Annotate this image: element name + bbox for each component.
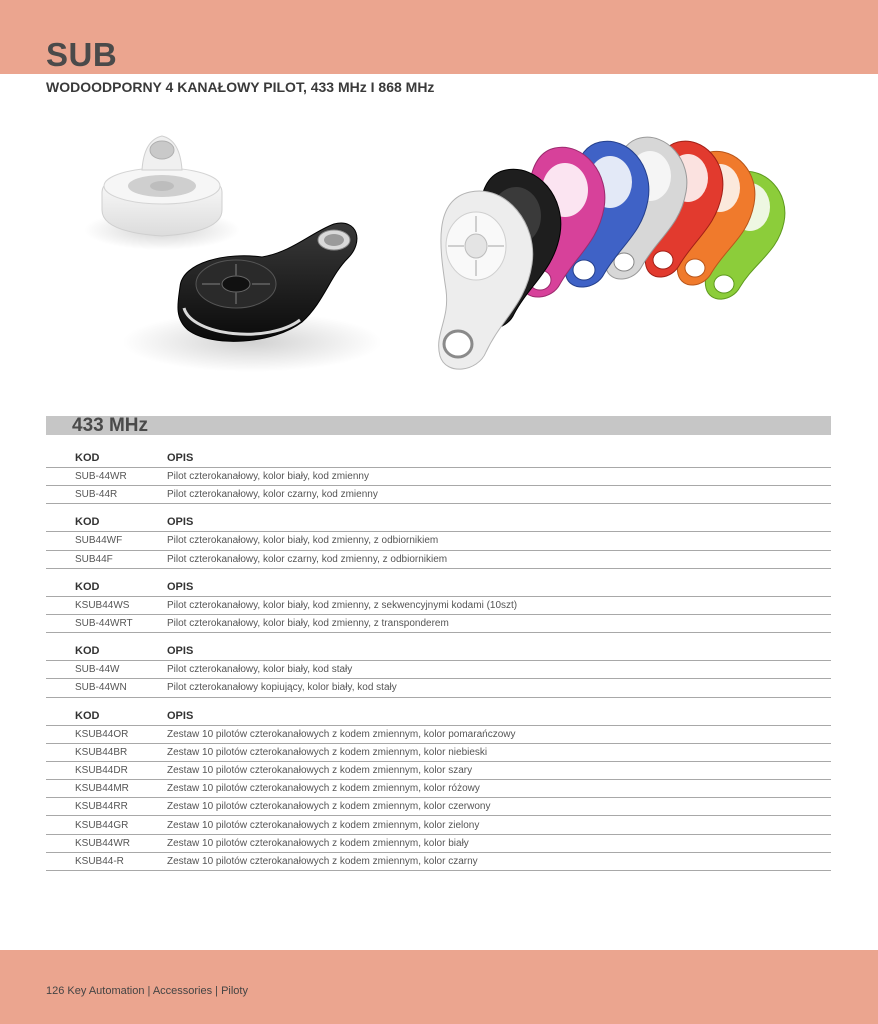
column-header-opis: OPIS — [167, 452, 194, 464]
cell-description: Pilot czterokanałowy, kolor czarny, kod zmienny — [167, 489, 378, 501]
cell-code: SUB-44WRT — [75, 618, 133, 630]
table-header — [46, 449, 831, 468]
table-row — [46, 835, 831, 853]
table-row — [46, 744, 831, 762]
cell-code: KSUB44OR — [75, 728, 129, 740]
cell-description: Zestaw 10 pilotów czterokanałowych z kodem zmiennym, kolor szary — [167, 764, 473, 776]
cell-description: Zestaw 10 pilotów czterokanałowych z kodem zmiennym, kolor zielony — [167, 819, 480, 831]
cell-description: Zestaw 10 pilotów czterokanałowych z kodem zmiennym, kolor niebieski — [167, 746, 488, 758]
table-row — [46, 780, 831, 798]
column-header-kod: KOD — [75, 452, 100, 464]
table-header — [46, 578, 831, 597]
table-group — [46, 449, 831, 504]
cell-code: SUB44WF — [75, 535, 123, 547]
table-row — [46, 615, 831, 633]
cell-description: Pilot czterokanałowy, kolor biały, kod zmienny, z transponderem — [167, 618, 449, 630]
cell-code: SUB-44WR — [75, 471, 127, 483]
cell-code: SUB44F — [75, 553, 113, 565]
white-remote — [84, 136, 240, 250]
cell-code: SUB-44W — [75, 664, 120, 676]
cell-description: Pilot czterokanałowy, kolor biały, kod stały — [167, 664, 353, 676]
cell-description: Pilot czterokanałowy, kolor biały, kod zmienny, z odbiornikiem — [167, 535, 439, 547]
product-table — [46, 449, 831, 880]
column-header-opis: OPIS — [167, 709, 194, 722]
cell-code: KSUB44RR — [75, 801, 128, 813]
table-row — [46, 679, 831, 697]
table-header — [46, 513, 831, 532]
cell-code: SUB-44WN — [75, 682, 127, 694]
column-header-opis: OPIS — [167, 645, 194, 658]
cell-description: Pilot czterokanałowy kopiujący, kolor biały, kod stały — [167, 682, 397, 694]
cell-code: KSUB44WR — [75, 837, 131, 849]
table-group — [46, 578, 831, 633]
page-subtitle: WODOODPORNY 4 KANAŁOWY PILOT, 433 MHz I 868 MHz — [46, 79, 435, 95]
table-row — [46, 853, 831, 871]
cell-description: Pilot czterokanałowy, kolor biały, kod zmienny, z sekwencyjnymi kodami (10szt) — [167, 599, 518, 611]
table-row — [46, 816, 831, 834]
cell-code: KSUB44BR — [75, 746, 128, 758]
table-group — [46, 513, 831, 568]
table-row — [46, 726, 831, 744]
cell-description: Zestaw 10 pilotów czterokanałowych z kodem zmiennym, kolor biały — [167, 837, 469, 849]
header-band — [0, 0, 878, 74]
two-remotes-photo — [62, 112, 382, 402]
column-header-opis: OPIS — [167, 516, 194, 529]
cell-description: Pilot czterokanałowy, kolor czarny, kod zmienny, z odbiornikiem — [167, 553, 448, 565]
table-group — [46, 642, 831, 697]
cell-code: KSUB44MR — [75, 783, 129, 795]
cell-code: KSUB44DR — [75, 764, 128, 776]
table-row — [46, 597, 831, 615]
table-row — [46, 762, 831, 780]
cell-code: KSUB44GR — [75, 819, 129, 831]
cell-description: Zestaw 10 pilotów czterokanałowych z kodem zmiennym, kolor różowy — [167, 783, 480, 795]
table-row — [46, 798, 831, 816]
table-row — [46, 486, 831, 504]
table-group — [46, 707, 831, 872]
table-row — [46, 551, 831, 569]
cell-code: KSUB44WS — [75, 599, 130, 611]
page-title: SUB — [46, 36, 118, 73]
column-header-kod: KOD — [75, 516, 100, 529]
column-header-kod: KOD — [75, 645, 100, 658]
cell-code: SUB-44R — [75, 489, 118, 501]
table-row — [46, 468, 831, 486]
section-title: 433 MHz — [72, 415, 149, 436]
colored-remotes-photo — [410, 112, 810, 402]
cell-description: Zestaw 10 pilotów czterokanałowych z kodem zmiennym, kolor czerwony — [167, 801, 491, 813]
page-footer: 126 Key Automation | Accessories | Piloty — [46, 985, 248, 997]
column-header-kod: KOD — [75, 580, 100, 593]
remote-white — [439, 191, 533, 369]
cell-code: KSUB44-R — [75, 855, 124, 867]
table-header — [46, 642, 831, 661]
section-bar — [46, 416, 831, 435]
cell-description: Zestaw 10 pilotów czterokanałowych z kodem zmiennym, kolor pomarańczowy — [167, 728, 516, 740]
column-header-kod: KOD — [75, 709, 100, 722]
cell-description: Pilot czterokanałowy, kolor biały, kod zmienny — [167, 471, 369, 483]
table-row — [46, 661, 831, 679]
table-row — [46, 532, 831, 550]
cell-description: Zestaw 10 pilotów czterokanałowych z kodem zmiennym, kolor czarny — [167, 855, 478, 867]
column-header-opis: OPIS — [167, 580, 194, 593]
table-header — [46, 707, 831, 726]
